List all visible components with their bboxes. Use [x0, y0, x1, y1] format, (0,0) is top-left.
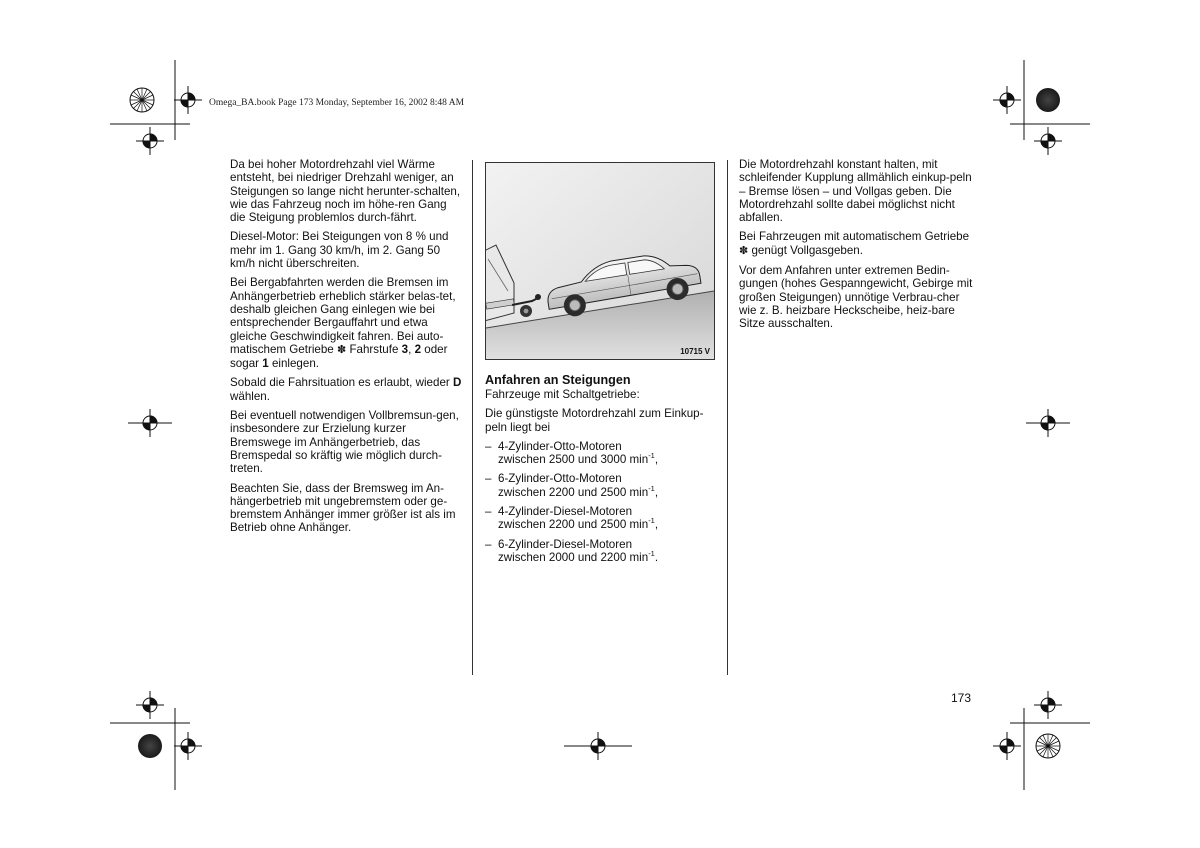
page-number: 173: [951, 691, 972, 705]
punctuation: ,: [654, 453, 659, 467]
rpm-range-text: zwischen 2200 und 2500 min: [498, 485, 649, 499]
paragraph-text: Fahrstufe: [349, 342, 399, 356]
paragraph-text: Sobald die Fahrsituation es erlaubt, wieder: [230, 376, 450, 390]
figure-car-towing-trailer-uphill: [485, 162, 715, 360]
paragraph: Die Motordrehzahl konstant halten, mit schleifender Kupplung allmählich einkup-peln – Bremse lösen – und Vollgas geben. Die Motordrehzahl sollte dabei möglichst nicht abfallen.: [739, 158, 972, 225]
engine-rpm-list: [485, 440, 720, 564]
column-divider: [727, 160, 728, 675]
list-item: [485, 538, 720, 565]
paragraph: [230, 376, 465, 403]
paragraph-text: genügt Vollgasgeben.: [751, 243, 863, 257]
automatic-transmission-icon: ✽: [336, 343, 347, 356]
rpm-range: [498, 551, 720, 564]
paragraph: Diesel-Motor: Bei Steigungen von 8 % und mehr im 1. Gang 30 km/h, im 2. Gang 50 km/h nicht überschreiten.: [230, 230, 449, 271]
figure-id: 10715 V: [680, 347, 710, 356]
rpm-range: [498, 483, 720, 499]
engine-type: 6-Zylinder-Diesel-Motoren: [498, 537, 633, 551]
section-subheading: Fahrzeuge mit Schaltgetriebe:: [485, 388, 640, 401]
exponent: -1: [648, 483, 655, 493]
punctuation: .: [654, 550, 659, 564]
paragraph-text: Bei Bergabfahrten werden die Bremsen im Anhängerbetrieb erheblich stärker belas-tet, deshalb gleichen Gang einlegen wie bei entsprechender Bergauffahrt und etwa gleiche Geschwindigkeit fahren. Bei auto-matischem Getriebe: [230, 276, 456, 356]
automatic-transmission-icon: ✽: [739, 244, 749, 257]
punctuation: ,: [654, 485, 659, 499]
column-left: [230, 158, 465, 541]
dash-bullet: –: [485, 472, 492, 486]
rpm-range-text: zwischen 2500 und 3000 min: [498, 453, 649, 467]
rpm-range-text: zwischen 2200 und 2500 min: [498, 518, 649, 532]
exponent: -1: [648, 549, 655, 559]
rpm-range: [498, 518, 720, 531]
car-trailer-illustration: [486, 163, 714, 359]
list-item: [485, 440, 720, 467]
paragraph: Beachten Sie, dass der Bremsweg im An-hängerbetrieb mit ungebremstem oder ge-bremstem Anhänger immer größer ist als im Betrieb ohne Anhänger.: [230, 481, 456, 535]
exponent: -1: [648, 516, 655, 526]
paragraph: Die günstigste Motordrehzahl zum Einkup-peln liegt bei: [485, 407, 704, 434]
column-middle: [485, 373, 720, 570]
dash-bullet: –: [485, 439, 492, 453]
dash-bullet: –: [485, 537, 492, 551]
rpm-range-text: zwischen 2000 und 2200 min: [498, 550, 649, 564]
gear-label: 2: [414, 342, 422, 356]
engine-type: 4-Zylinder-Otto-Motoren: [498, 439, 622, 453]
dash-bullet: –: [485, 505, 492, 519]
paragraph-text: einlegen.: [271, 357, 319, 371]
paragraph-text: wählen.: [230, 389, 270, 403]
column-right: [739, 158, 974, 337]
list-item: [485, 505, 720, 532]
exponent: -1: [648, 451, 655, 461]
engine-type: 4-Zylinder-Diesel-Motoren: [498, 505, 633, 519]
engine-type: 6-Zylinder-Otto-Motoren: [498, 472, 622, 486]
gear-label: 1: [262, 357, 269, 371]
separator: ,: [408, 342, 412, 356]
print-header: Omega_BA.book Page 173 Monday, September 16, 2002 8:48 AM: [209, 98, 465, 108]
paragraph-text: oder sogar: [230, 342, 448, 371]
column-divider: [472, 160, 473, 675]
punctuation: ,: [654, 518, 659, 532]
gear-label: D: [453, 376, 462, 390]
gear-label: 3: [401, 342, 409, 356]
paragraph: Vor dem Anfahren unter extremen Bedin-gungen (hohes Gespanngewicht, Gebirge mit großen Steigungen) unnötige Verbrau-cher wie z. B. heizbare Heckscheibe, heiz-bare Sitze ausschalten.: [739, 264, 973, 331]
list-item: [485, 472, 720, 499]
paragraph: [739, 230, 974, 258]
section-heading: Anfahren an Steigungen: [485, 373, 631, 387]
rpm-range: [498, 453, 720, 466]
paragraph: Bei eventuell notwendigen Vollbremsun-gen, insbesondere zur Erzielung kurzer Bremswege im Anhängerbetrieb, das Bremspedal so kräftig wie möglich durch-treten.: [230, 409, 459, 476]
paragraph-text: Bei Fahrzeugen mit automatischem Getriebe: [739, 230, 970, 244]
paragraph: [230, 276, 465, 370]
paragraph: Da bei hoher Motordrehzahl viel Wärme entsteht, bei niedriger Drehzahl weniger, an Steigungen so lange nicht herunter-schalten, wie das Fahrzeug noch im höhe-ren Gang die Steigung problemlos durch-fährt.: [230, 158, 461, 225]
